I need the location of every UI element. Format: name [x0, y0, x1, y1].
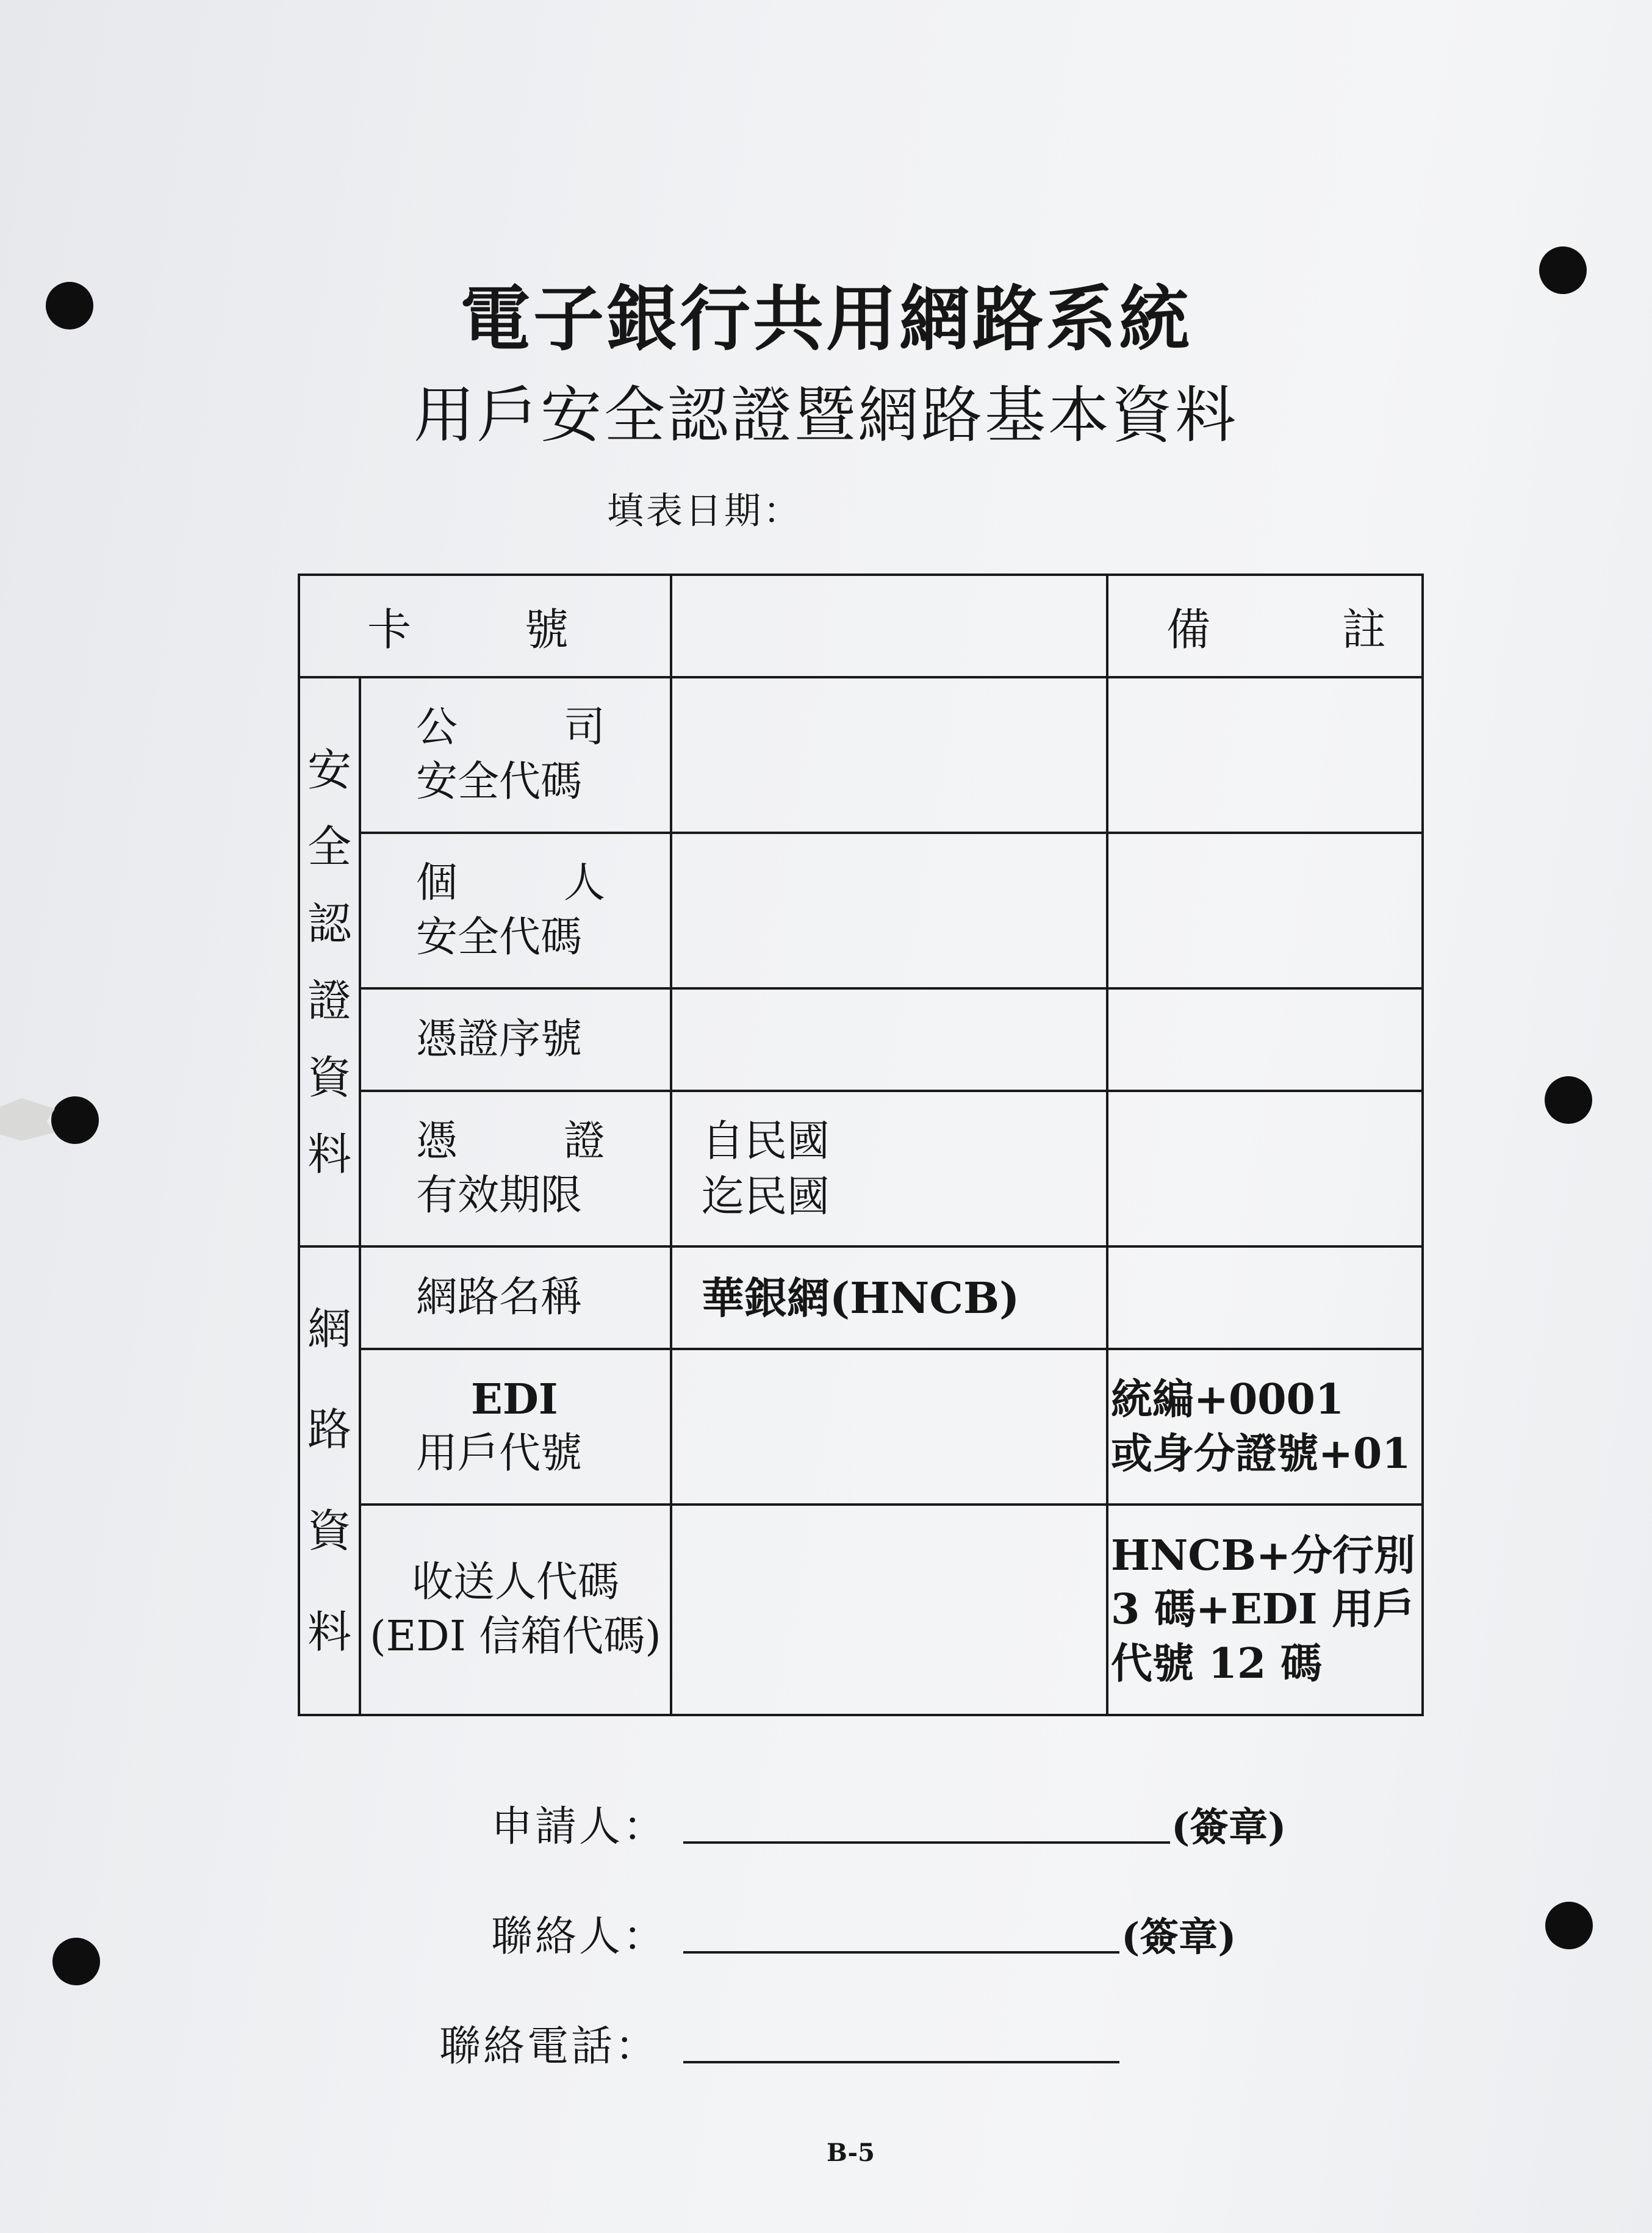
phone-line[interactable]: [683, 2037, 1119, 2063]
contact-seal-label: (簽章): [1121, 1915, 1237, 1960]
certificate-validity-field[interactable]: [671, 1091, 1107, 1246]
edi-user-id-field[interactable]: [671, 1349, 1107, 1505]
certificate-validity-remark[interactable]: [1107, 1091, 1423, 1246]
certificate-serial-label: 憑證序號: [360, 988, 671, 1091]
certificate-serial-field[interactable]: [671, 988, 1107, 1091]
valid-from-label: 自民國: [702, 1115, 830, 1166]
certificate-validity-label: 憑 證 有效期限: [360, 1091, 671, 1246]
phone-label: 聯絡電話：: [439, 2023, 659, 2071]
personal-security-code-field[interactable]: [671, 833, 1107, 988]
applicant-signature-line[interactable]: [683, 1817, 1170, 1844]
table-row: [299, 988, 1423, 1091]
network-name-label: 網路名稱: [360, 1246, 671, 1349]
company-security-code-remark[interactable]: [1107, 677, 1423, 833]
company-security-code-label: 公 司 安全代碼: [360, 677, 671, 833]
binder-hole: [51, 1096, 99, 1144]
applicant-label: 申請人：: [491, 1803, 667, 1851]
valid-to-label: 迄民國: [702, 1171, 830, 1221]
binder-hole: [52, 1938, 100, 1985]
network-name-value: 華銀網(HNCB): [671, 1246, 1107, 1349]
table-header-row: [299, 575, 1423, 677]
header-card-number: 卡 號: [299, 575, 671, 677]
applicant-seal-label: (簽章): [1171, 1805, 1287, 1850]
table-row: [299, 833, 1423, 988]
contact-signature-line[interactable]: [683, 1927, 1119, 1954]
personal-security-code-remark[interactable]: [1107, 833, 1423, 988]
binder-hole: [1545, 1076, 1592, 1124]
table-row: [299, 677, 1423, 833]
torn-hole: [0, 1098, 55, 1141]
table-row: [299, 1349, 1423, 1505]
sender-receiver-code-note: HNCB+分行別 3 碼+EDI 用戶 代號 12 碼: [1107, 1505, 1423, 1715]
header-remark: 備 註: [1107, 575, 1423, 677]
network-name-remark[interactable]: [1107, 1246, 1423, 1349]
sender-receiver-code-field[interactable]: [671, 1505, 1107, 1715]
page-number: B-5: [827, 2138, 875, 2167]
edi-user-id-note: 統編+0001 或身分證號+01: [1107, 1349, 1423, 1505]
user-security-table: [298, 574, 1424, 1716]
certificate-serial-remark[interactable]: [1107, 988, 1423, 1091]
binder-hole: [1545, 1902, 1593, 1949]
company-security-code-field[interactable]: [671, 677, 1107, 833]
form-subtitle: 用戶安全認證暨網路基本資料: [414, 379, 1238, 451]
sender-receiver-code-label: 收送人代碼 (EDI 信箱代碼): [360, 1505, 671, 1715]
contact-label: 聯絡人：: [491, 1913, 667, 1961]
card-number-field[interactable]: [671, 575, 1107, 677]
security-section-label: 安 全 認 證 資 料: [299, 677, 360, 1246]
table-row: [299, 1505, 1423, 1715]
table-row: [299, 1246, 1423, 1349]
table-row: [299, 1091, 1423, 1246]
edi-user-id-label: EDI 用戶代號: [360, 1349, 671, 1505]
fill-date-label: 填表日期：: [607, 490, 802, 533]
form-title: 電子銀行共用網路系統: [460, 278, 1192, 361]
personal-security-code-label: 個 人 安全代碼: [360, 833, 671, 988]
network-section-label: 網 路 資 料: [299, 1246, 360, 1715]
